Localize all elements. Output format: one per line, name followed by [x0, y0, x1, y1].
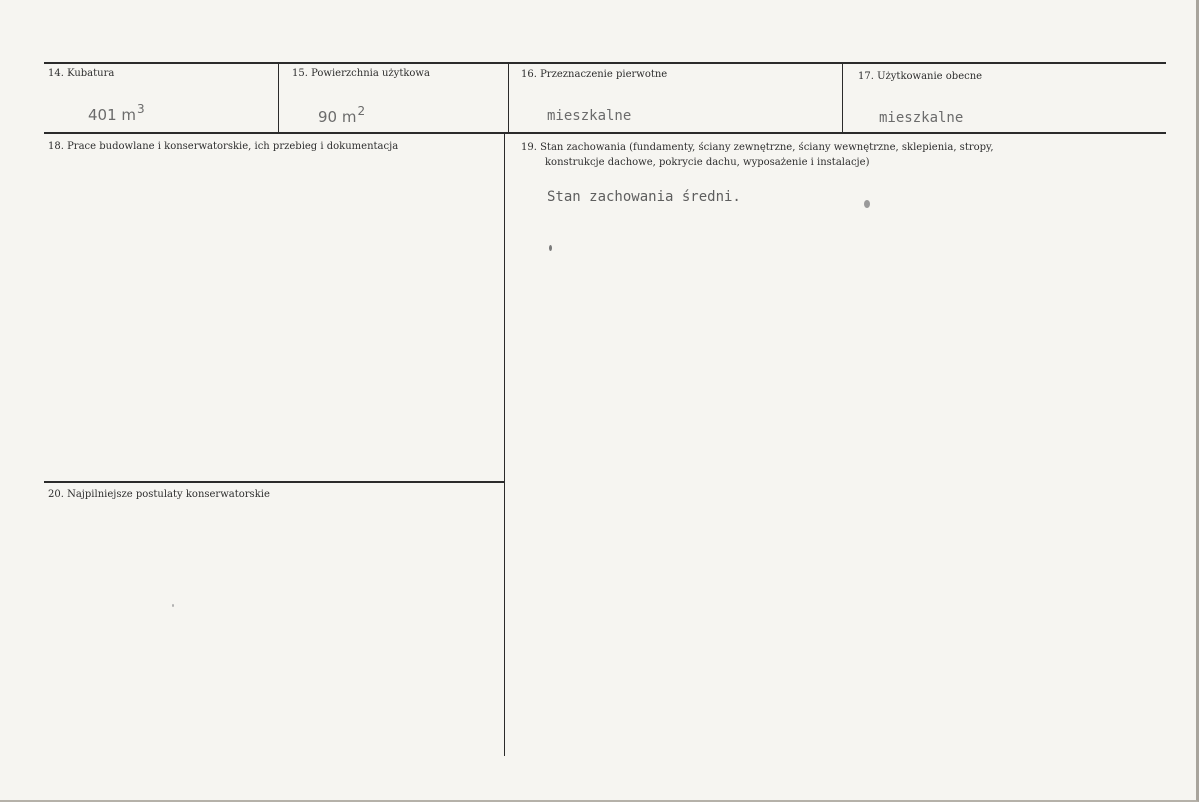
field-16-label: 16. Przeznaczenie pierwotne: [521, 69, 668, 80]
field-17-value: mieszkalne: [879, 110, 964, 126]
paper-speck: [864, 200, 870, 208]
field-15-value: [318, 104, 365, 126]
field-14-value-text: 401 m: [88, 106, 137, 124]
field-20-label: 20. Najpilniejsze postulaty konserwatorskie: [48, 489, 270, 500]
field-14-value-exponent: 3: [137, 102, 145, 116]
field-19-value: Stan zachowania średni.: [547, 189, 741, 205]
field-18-label: 18. Prace budowlane i konserwatorskie, ich przebieg i dokumentacja: [48, 141, 399, 152]
divider-16-17: [842, 63, 843, 133]
divider-15-16: [508, 63, 509, 133]
field-14-value: [88, 102, 145, 124]
paper-speck: [549, 245, 552, 251]
field-15-label: 15. Powierzchnia użytkowa: [292, 68, 430, 79]
field-19-label-line1: 19. Stan zachowania (fundamenty, ściany zewnętrzne, ściany wewnętrzne, sklepienia, stropy,: [521, 142, 994, 153]
divider-14-15: [278, 63, 279, 133]
top-rule: [44, 62, 1166, 64]
field-17-label: 17. Użytkowanie obecne: [858, 71, 983, 82]
paper-speck: [172, 604, 174, 607]
field-19-label-line2: konstrukcje dachowe, pokrycie dachu, wyposażenie i instalacje): [545, 157, 870, 168]
field-16-value: mieszkalne: [547, 108, 632, 124]
field-15-value-exponent: 2: [357, 104, 366, 118]
field-15-value-text: 90 m: [318, 108, 357, 126]
section-20-rule: [44, 481, 504, 483]
row-divider: [44, 132, 1166, 134]
main-vertical-divider: [504, 133, 505, 756]
field-14-label: 14. Kubatura: [48, 68, 115, 79]
